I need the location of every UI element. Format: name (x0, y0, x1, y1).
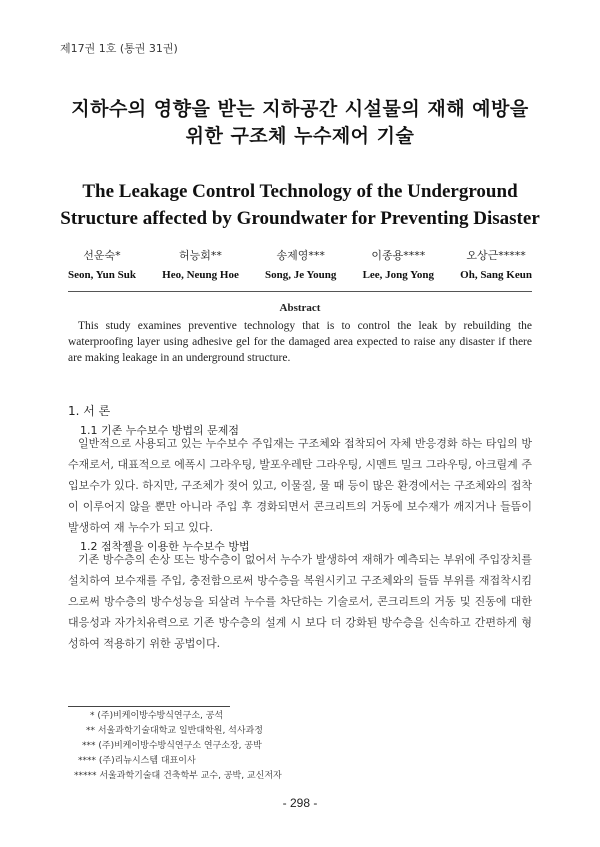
author-name-english: Lee, Jong Yong (362, 269, 434, 281)
author-divider (68, 291, 532, 292)
subsection-1-1-body: 일반적으로 사용되고 있는 누수보수 주입재는 구조체와 접착되어 자체 반응경화 하는 타입의 방수재로서, 대표적으로 에폭시 그라우팅, 발포우레탄 그라우팅, 시멘트 밀크 그라우팅, 아크릴계 주입보수가 있다. 하지만, 구조체가 젖어 있고, 이물질, 물 때 등이 많은 환경에서는 구조체와의 접착이 이루어지 않을 뿐만 아니라 주입 후 경화되면서 콘크리트의 거동에 보수재가 깨지거나 들뜸이 발생하여 재 누수가 되고 있다. (68, 437, 532, 534)
page-number: - 298 - (282, 796, 318, 810)
author-4 (363, 247, 434, 281)
korean-title-line-1: 지하수의 영향을 받는 지하공간 시설물의 재해 예방을 (71, 98, 529, 120)
english-title (40, 178, 560, 232)
footnote-divider (68, 706, 230, 707)
footnote-item: *** (주)비케이방수방식연구소 연구소장, 공박 (82, 741, 262, 751)
author-name-english: Seon, Yun Suk (68, 269, 136, 281)
english-title-line-2: Structure affected by Groundwater for Preventing Disaster (60, 208, 540, 229)
author-list (68, 247, 532, 281)
author-name-korean: 선운숙* (83, 249, 121, 262)
author-name-english: Heo, Neung Hoe (162, 269, 239, 281)
section-1-heading: 1. 서 론 (68, 404, 111, 418)
author-name-english: Oh, Sang Keun (460, 269, 532, 281)
english-title-line-1: The Leakage Control Technology of the Underground (82, 181, 518, 202)
subsection-1-1-heading: 1.1 기존 누수보수 방법의 문제점 (80, 424, 239, 437)
journal-issue-header: 제17권 1호 (통권 31권) (60, 42, 178, 55)
author-1 (68, 247, 136, 281)
author-name-korean: 송제영*** (276, 249, 325, 262)
footnotes (68, 709, 282, 784)
korean-title-line-2: 위한 구조체 누수제어 기술 (185, 125, 415, 147)
abstract-body: This study examines preventive technology that is to control the leak by rebuilding the waterproofing layer using adhesive gel for the damaged area expected to raise any disaster if there are making leakage in an underground structure. (68, 320, 532, 364)
author-name-english: Song, Je Young (265, 269, 337, 281)
abstract-heading: Abstract (279, 302, 321, 314)
footnote-item: ***** 서울과학기술대 건축학부 교수, 공박, 교신저자 (74, 771, 282, 781)
subsection-1-2-body: 기존 방수층의 손상 또는 방수층이 없어서 누수가 발생하여 재해가 예측되는 부위에 주입장치를 설치하여 보수재를 주입, 충전함으로써 방수층을 복원시키고 구조체와의 들뜸 부위를 재접착시킴으로써 방수층의 방수성능을 되살려 누수를 차단하는 기술로서, 콘크리트의 거동 및 진동에 대한 대응성과 자가치유력으로 기존 방수층의 설계 시 보다 더 강화된 방수층을 신속하고 간편하게 형성하여 적용하기 위한 공법이다. (68, 553, 532, 650)
footnote-item: **** (주)리뉴시스템 대표이사 (78, 756, 196, 766)
footnote-item: ** 서울과학기술대학교 일반대학원, 석사과정 (86, 726, 263, 736)
author-name-korean: 허능회** (179, 249, 222, 262)
footnote-item: * (주)비케이방수방식연구소, 공석 (90, 711, 224, 721)
author-2 (162, 247, 239, 281)
author-5 (460, 247, 532, 281)
korean-title (40, 96, 560, 150)
author-name-korean: 오상근***** (466, 249, 526, 262)
subsection-1-2-heading: 1.2 점착젤을 이용한 누수보수 방법 (80, 540, 250, 553)
author-3 (265, 247, 336, 281)
author-name-korean: 이종용**** (371, 249, 426, 262)
